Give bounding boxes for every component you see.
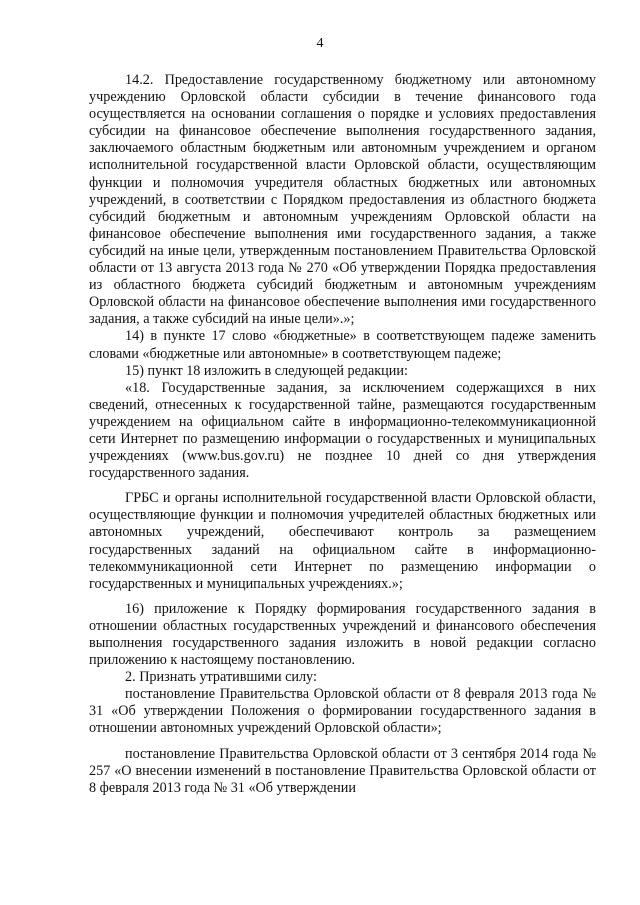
page-number: 4 — [316, 36, 324, 51]
paragraph-repeal-resolution-257: постановление Правительства Орловской области от 3 сентября 2014 года № 257 «О внесении изменений в постановление Правительства Орловской области от 8 февраля 2013 года № 31 «Об утверждении — [89, 745, 596, 796]
paragraph-item-16: 16) приложение к Порядку формирования государственного задания в отношении областных государственных учреждений и финансового обеспечения выполнения государственного задания изложить в новой редакции согласно приложению к настоящему постановлению. — [89, 600, 596, 669]
paragraph-repeal-resolution-31: постановление Правительства Орловской области от 8 февраля 2013 года № 31 «Об утверждении Положения о формировании государственного задания в отношении автономных учреждений Орловской области»; — [89, 686, 596, 737]
paragraph-14-2: 14.2. Предоставление государственному бюджетному или автономному учреждению Орловской области субсидии в течение финансового года осуществляется на основании соглашения о порядке и условиях предоставления субсидии на финансовое обеспечение выполнения государственного задания, заключаемого областным бюджетным или автономным учреждением и органом исполнительной государственной власти Орловской области, осуществляющим функции и полномочия учредителя областных бюджетных или автономных учреждений, в соответствии с Порядком предоставления из областного бюджета субсидий бюджетным и автономным учреждениям Орловской области на финансовое обеспечение выполнения ими государственного задания, а также субсидий на иные цели, утвержденным постановлением Правительства Орловской области от 13 августа 2013 года № 270 «Об утверждении Порядка предоставления из областного бюджета субсидий бюджетным и автономным учреждениям Орловской области на финансовое обеспечение выполнения ими государственного задания, а также субсидий на иные цели».»; — [89, 72, 596, 328]
paragraph-item-14: 14) в пункте 17 слово «бюджетные» в соответствующем падеже заменить словами «бюджетные или автономные» в соответствующем падеже; — [89, 328, 596, 362]
paragraph-item-15: 15) пункт 18 изложить в следующей редакции: — [125, 362, 408, 379]
paragraph-section-2: 2. Признать утратившими силу: — [125, 669, 317, 686]
paragraph-grbs-control: ГРБС и органы исполнительной государственной власти Орловской области, осуществляющие функции и полномочия учредителей областных бюджетных или автономных учреждений, обеспечивают контроль за размещением государственных заданий на официальном сайте в информационно-телекоммуникационной сети Интернет по размещению информации о государственных и муниципальных учреждениях.»; — [89, 490, 596, 592]
paragraph-point-18: «18. Государственные задания, за исключением содержащихся в них сведений, отнесенных к государственной тайне, размещаются государственным учреждением на официальном сайте в информационно-телекоммуникационной сети Интернет по размещению информации о государственных и муниципальных учреждениях (www.bus.gov.ru) не позднее 10 дней со дня утверждения государственного задания. — [89, 379, 596, 482]
document-body — [89, 72, 596, 797]
